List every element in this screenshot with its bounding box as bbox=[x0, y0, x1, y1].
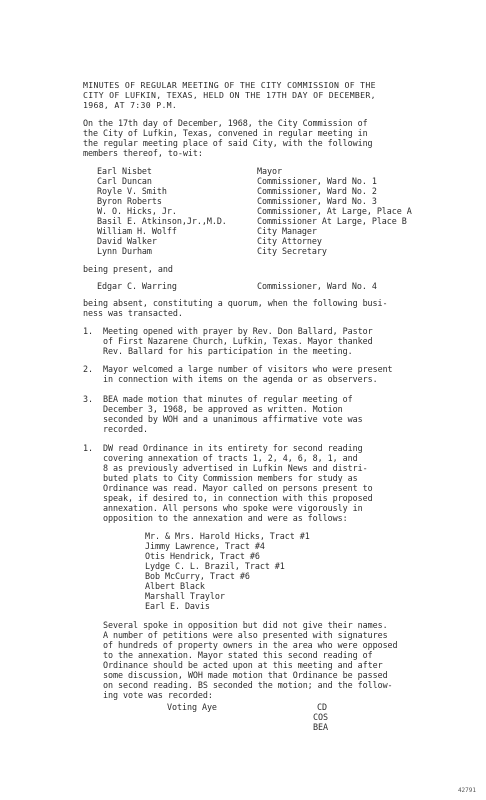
quorum-line-2: ness was transacted. bbox=[83, 308, 183, 318]
member-role: Commissioner, Ward No. 1 bbox=[257, 176, 377, 186]
speaker-entry: Albert Black bbox=[145, 581, 205, 591]
quorum-line-1: being absent, constituting a quorum, when the following busi- bbox=[83, 298, 388, 308]
vote-name: BEA bbox=[313, 722, 328, 732]
item-line: covering annexation of tracts 1, 2, 4, 6, 8, 1, and bbox=[103, 453, 358, 463]
member-role: Commissioner, Ward No. 2 bbox=[257, 186, 377, 196]
item-number: 2. bbox=[83, 364, 94, 374]
item-line: recorded. bbox=[103, 424, 148, 434]
vote-name: CD bbox=[317, 702, 327, 712]
item-line: 8 as previously advertised in Lufkin News and distri- bbox=[103, 463, 368, 473]
item-line: Meeting opened with prayer by Rev. Don Ballard, Pastor bbox=[103, 326, 373, 336]
item-number: 1. bbox=[83, 443, 94, 453]
closing-line: of hundreds of property owners in the area who were opposed bbox=[103, 640, 398, 650]
member-role: Commissioner, At Large, Place A bbox=[257, 206, 412, 216]
item-line: in connection with items on the agenda or as observers. bbox=[103, 374, 378, 384]
speaker-entry: Marshall Traylor bbox=[145, 591, 225, 601]
member-name: Lynn Durham bbox=[97, 246, 152, 256]
item-line: annexation. All persons who spoke were vigorously in bbox=[103, 503, 363, 513]
closing-line: on second reading. BS seconded the motion; and the follow- bbox=[103, 680, 393, 690]
vote-name: COS bbox=[313, 712, 328, 722]
member-role: Commissioner At Large, Place B bbox=[257, 216, 407, 226]
intro-line-1: On the 17th day of December, 1968, the City Commission of bbox=[83, 118, 368, 128]
speaker-entry: Earl E. Davis bbox=[145, 601, 210, 611]
item-line: of First Nazarene Church, Lufkin, Texas. Mayor thanked bbox=[103, 336, 373, 346]
item-number: 1. bbox=[83, 326, 94, 336]
member-role: Mayor bbox=[257, 166, 282, 176]
member-name: Earl Nisbet bbox=[97, 166, 152, 176]
speaker-entry: Otis Hendrick, Tract #6 bbox=[145, 551, 260, 561]
member-name: Byron Roberts bbox=[97, 196, 162, 206]
member-role: City Secretary bbox=[257, 246, 327, 256]
closing-line: Ordinance should be acted upon at this meeting and after bbox=[103, 660, 383, 670]
speaker-entry: Mr. & Mrs. Harold Hicks, Tract #1 bbox=[145, 531, 310, 541]
speaker-entry: Lydge C. L. Brazil, Tract #1 bbox=[145, 561, 285, 571]
closing-line: to the annexation. Mayor stated this second reading of bbox=[103, 650, 373, 660]
item-line: speak, if desired to, in connection with this proposed bbox=[103, 493, 373, 503]
footer-mark: 42791 bbox=[457, 787, 476, 794]
closing-line: Several spoke in opposition but did not give their names. bbox=[103, 620, 388, 630]
present-line: being present, and bbox=[83, 264, 173, 274]
member-name: Carl Duncan bbox=[97, 176, 152, 186]
closing-line: ing vote was recorded: bbox=[103, 690, 213, 700]
intro-line-4: members thereof, to-wit: bbox=[83, 148, 203, 158]
speaker-entry: Bob McCurry, Tract #6 bbox=[145, 571, 250, 581]
item-line: seconded by WOH and a unanimous affirmative vote was bbox=[103, 414, 363, 424]
item-line: BEA made motion that minutes of regular meeting of bbox=[103, 394, 353, 404]
member-name: Royle V. Smith bbox=[97, 186, 167, 196]
speaker-entry: Jimmy Lawrence, Tract #4 bbox=[145, 541, 265, 551]
item-line: Rev. Ballard for his participation in the meeting. bbox=[103, 346, 353, 356]
member-name: William H. Wolff bbox=[97, 226, 177, 236]
intro-line-3: the regular meeting place of said City, with the following bbox=[83, 138, 373, 148]
title-line-3: 1968, AT 7:30 P.M. bbox=[83, 100, 178, 110]
intro-line-2: the City of Lufkin, Texas, convened in regular meeting in bbox=[83, 128, 368, 138]
closing-line: some discussion, WOH made motion that Ordinance be passed bbox=[103, 670, 388, 680]
vote-label: Voting Aye bbox=[167, 702, 217, 712]
member-role: City Attorney bbox=[257, 236, 322, 246]
item-line: DW read Ordinance in its entirety for second reading bbox=[103, 443, 363, 453]
absent-role: Commissioner, Ward No. 4 bbox=[257, 281, 377, 291]
absent-name: Edgar C. Warring bbox=[97, 281, 177, 291]
item-line: Mayor welcomed a large number of visitors who were present bbox=[103, 364, 393, 374]
member-role: Commissioner, Ward No. 3 bbox=[257, 196, 377, 206]
title-line-1: MINUTES OF REGULAR MEETING OF THE CITY COMMISSION OF THE bbox=[83, 80, 376, 90]
item-line: December 3, 1968, be approved as written. Motion bbox=[103, 404, 343, 414]
member-name: W. O. Hicks, Jr. bbox=[97, 206, 177, 216]
item-number: 3. bbox=[83, 394, 94, 404]
closing-line: A number of petitions were also presented with signatures bbox=[103, 630, 388, 640]
item-line: buted plats to City Commission members for study as bbox=[103, 473, 358, 483]
member-name: Basil E. Atkinson,Jr.,M.D. bbox=[97, 216, 227, 226]
title-line-2: CITY OF LUFKIN, TEXAS, HELD ON THE 17TH DAY OF DECEMBER, bbox=[83, 90, 376, 100]
item-line: opposition to the annexation and were as follows: bbox=[103, 513, 348, 523]
member-name: David Walker bbox=[97, 236, 157, 246]
item-line: Ordinance was read. Mayor called on persons present to bbox=[103, 483, 373, 493]
member-role: City Manager bbox=[257, 226, 317, 236]
